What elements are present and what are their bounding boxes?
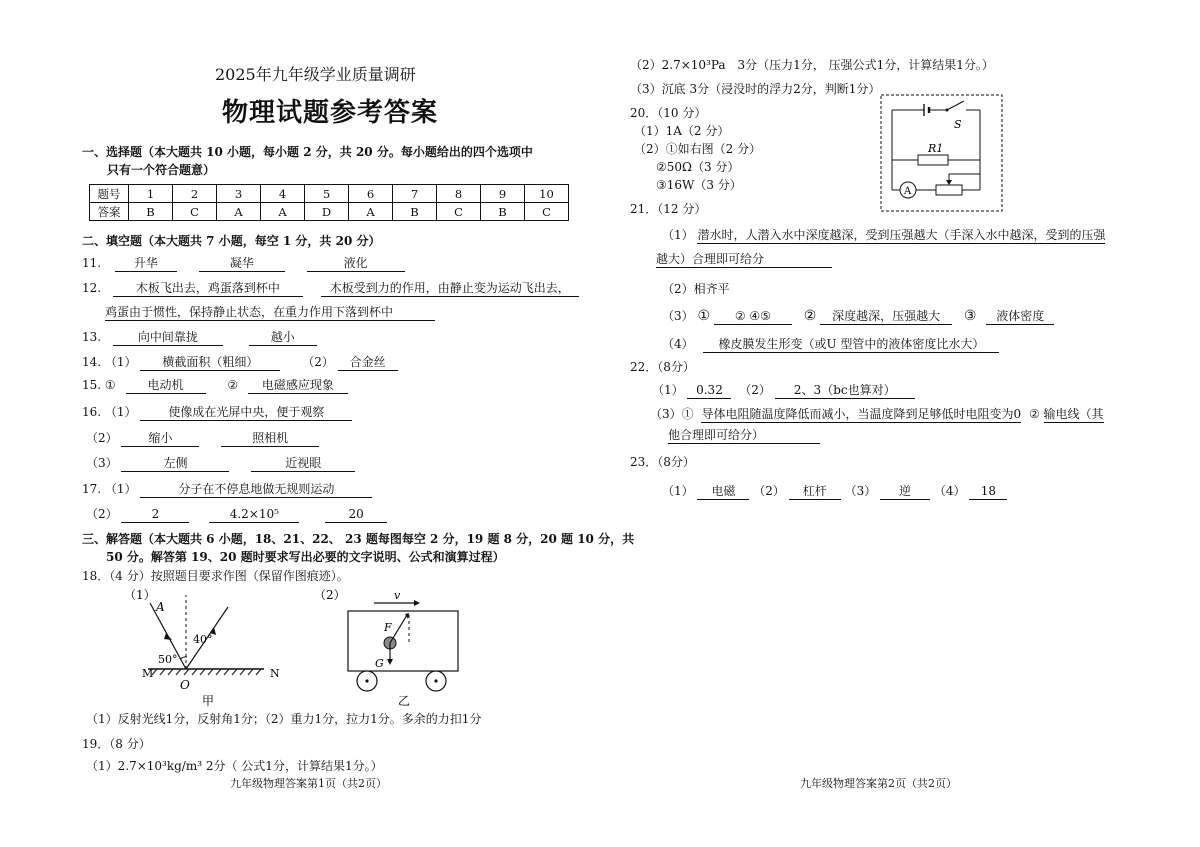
q22-answer-2 xyxy=(650,405,1104,423)
answer-blank: 杠杆 xyxy=(789,484,841,500)
question-number-cell: 2 xyxy=(173,185,217,203)
answer-cell: C xyxy=(525,203,569,221)
q12-line-cont xyxy=(105,305,435,321)
answer-blank: 缩小 xyxy=(121,431,199,447)
answer-blank: 横截面积（粗细） xyxy=(140,355,280,371)
page-footer: 九年级物理答案第2页（共2页） xyxy=(800,777,957,790)
sub-label: （1） xyxy=(104,482,137,496)
question-number: 17. xyxy=(82,482,102,496)
question-number: 15. xyxy=(82,378,102,392)
sub-label: ① xyxy=(104,378,116,392)
q19-answer-2: （2）2.7×10³Pa 3分（压力1分， 压强公式1分，计算结果1分。） xyxy=(630,58,994,72)
sub-label: （3） xyxy=(844,484,877,498)
q14-line xyxy=(82,353,398,371)
q19-answer-3: （3）沉底 3分（浸没时的浮力2分，判断1分） xyxy=(630,82,881,96)
sub-label: ② xyxy=(1028,407,1040,421)
answer-blank: 液化 xyxy=(307,256,405,272)
question-number-cell: 6 xyxy=(349,185,393,203)
question-number-cell: 5 xyxy=(305,185,349,203)
q20-answer-1: （1）1A（2 分） xyxy=(634,124,730,138)
q20-answer-3: ②50Ω（3 分） xyxy=(656,160,740,174)
sub-label: （3）① xyxy=(650,407,694,421)
sub-label: ② xyxy=(227,378,239,392)
answer-blank: 左侧 xyxy=(121,456,229,472)
figure-caption: 甲 xyxy=(202,694,215,708)
sub-label: （1） xyxy=(104,355,137,369)
q21-answer-4 xyxy=(662,335,999,353)
sub-label: （1） xyxy=(104,405,137,419)
answer-cell: A xyxy=(349,203,393,221)
sub-label: （2） xyxy=(739,383,771,397)
answer-blank: 电磁 xyxy=(697,484,749,500)
sub-label: （2） xyxy=(86,431,118,445)
answer-blank: 20 xyxy=(325,507,387,523)
sub-label: （4） xyxy=(933,484,966,498)
answer-blank: 分子在不停息地做无规则运动 xyxy=(140,482,372,498)
question-number-cell: 9 xyxy=(481,185,525,203)
q23-answers xyxy=(662,482,1007,500)
answer-blank: 鸡蛋由于惯性，保持静止状态，在重力作用下落到杯中 xyxy=(105,305,435,321)
answer-blank: 升华 xyxy=(115,256,177,272)
sub-label: （3） xyxy=(86,456,118,470)
q17-line-2 xyxy=(86,505,387,523)
answer-blank: 18 xyxy=(969,484,1007,500)
q13-line xyxy=(82,330,317,346)
answer-blank: 木板飞出去，鸡蛋落到杯中 xyxy=(113,281,303,297)
answer-blank: 越大）合理即可给分 xyxy=(656,252,832,268)
answer-table xyxy=(89,184,569,221)
q15-line xyxy=(82,378,348,394)
sub-label: ③ xyxy=(963,308,977,324)
switch-label: S xyxy=(954,118,962,131)
sub-label: （2） xyxy=(302,355,334,369)
answer-title: 物理试题参考答案 xyxy=(222,98,439,128)
answer-blank: 照相机 xyxy=(221,431,319,447)
q21-answer-2: （2）相齐平 xyxy=(662,282,730,296)
answer-blank: 逆 xyxy=(880,484,930,500)
section3-heading: 三、解答题（本大题共 6 小题，18、21、22、 23 题每图每空 2 分，19 题 8 分，20 题 10 分，共 xyxy=(82,532,635,546)
point-A-label: A xyxy=(156,600,165,614)
table-row xyxy=(90,185,569,203)
q17-line xyxy=(82,480,372,498)
question-number: 11. xyxy=(82,256,102,270)
q23-heading: 23．（8分） xyxy=(630,455,695,469)
answer-blank: 深度越深，压强越大 xyxy=(820,309,952,325)
answer-blank: 液体密度 xyxy=(986,309,1054,325)
answer-cell: B xyxy=(481,203,525,221)
velocity-label: v xyxy=(394,589,401,602)
answer-blank: 2、3（bc也算对） xyxy=(775,383,915,399)
answer-cell: C xyxy=(173,203,217,221)
answer-blank: 越小 xyxy=(249,330,317,346)
sub-label: （2） xyxy=(86,507,118,521)
answer-blank: 凝华 xyxy=(199,256,285,272)
answer-blank: 2 xyxy=(121,507,189,523)
q21-answer-1-cont xyxy=(656,252,832,268)
figure-label: （1） xyxy=(124,588,156,602)
q22-answer-1 xyxy=(652,381,915,399)
table-header-cell: 答案 xyxy=(90,203,129,221)
q22-answer-2-cont xyxy=(668,428,820,444)
section1-heading: 一、选择题（本大题共 10 小题，每小题 2 分，共 20 分。每小题给出的四个选项中 xyxy=(82,145,533,159)
answer-blank: 电磁感应现象 xyxy=(248,378,348,394)
q16-line xyxy=(82,403,352,421)
question-number: 16. xyxy=(82,405,102,419)
point-O-label: O xyxy=(180,678,190,692)
answer-blank: 他合理即可给分） xyxy=(668,428,820,444)
question-number-cell: 8 xyxy=(437,185,481,203)
exam-title: 2025年九年级学业质量调研 xyxy=(215,65,416,84)
q16-line-3 xyxy=(86,454,355,472)
sub-label: ② xyxy=(803,308,817,324)
sub-label: （2） xyxy=(753,484,785,498)
q21-heading: 21．（12 分） xyxy=(630,202,707,216)
answer-blank: 潜水时，人潜入水中深度越深，受到压强越大（手深入水中越深，受到的压强 xyxy=(697,228,1106,242)
section2-heading: 二、填空题（本大题共 7 小题，每空 1 分，共 20 分） xyxy=(82,234,381,248)
answer-blank: 0.32 xyxy=(687,383,731,399)
reflection-angle-label: 40° xyxy=(193,633,213,646)
answer-blank: 合金丝 xyxy=(338,355,398,371)
question-number: 14. xyxy=(82,355,102,369)
q19-answer-1: （1）2.7×10³kg/m³ 2分（ 公式1分，计算结果1分。） xyxy=(86,759,383,773)
page-footer: 九年级物理答案第1页（共2页） xyxy=(230,777,387,790)
answer-blank: 电动机 xyxy=(126,378,206,394)
answer-cell: B xyxy=(393,203,437,221)
question-number-cell: 3 xyxy=(217,185,261,203)
answer-blank: 4.2×10⁵ xyxy=(209,507,299,523)
figure-caption: 乙 xyxy=(398,694,411,708)
q19-heading: 19．（8 分） xyxy=(82,737,151,751)
question-number: 13. xyxy=(82,330,102,344)
resistor-label: R1 xyxy=(928,142,944,155)
reflection-diagram xyxy=(110,585,290,710)
answer-cell: A xyxy=(217,203,261,221)
question-number-cell: 7 xyxy=(393,185,437,203)
q11-line xyxy=(82,256,405,272)
answer-cell: A xyxy=(261,203,305,221)
q22-heading: 22．（8分） xyxy=(630,360,695,374)
q18-scoring-note: （1）反射光线1分，反射角1分；（2）重力1分，拉力1分。多余的力扣1分 xyxy=(86,712,482,726)
incidence-angle-label: 50° xyxy=(158,653,178,666)
sub-label: （4） xyxy=(662,337,694,351)
answer-blank: 使像成在光屏中央，便于观察 xyxy=(140,405,352,421)
q20-heading: 20．（10 分） xyxy=(630,106,707,120)
answer-cell: D xyxy=(305,203,349,221)
answer-cell: C xyxy=(437,203,481,221)
table-row xyxy=(90,203,569,221)
q12-line xyxy=(82,281,579,297)
cart-force-diagram xyxy=(310,585,470,713)
answer-blank: ② ④⑤ xyxy=(714,309,792,325)
q18-heading: 18．（4 分）按照题目要求作图（保留作图痕迹）。 xyxy=(82,569,349,583)
question-number-cell: 4 xyxy=(261,185,305,203)
question-number: 12. xyxy=(82,281,102,295)
answer-blank: 导体电阻随温度降低而减小，当温度降到足够低时电阻变为0 xyxy=(701,407,1022,421)
figure-label: （2） xyxy=(314,588,346,602)
answer-blank: 木板受到力的作用，由静止变为运动飞出去， xyxy=(321,281,579,297)
question-number-cell: 10 xyxy=(525,185,569,203)
ammeter-label: A xyxy=(904,186,912,197)
circuit-diagram xyxy=(880,94,1004,214)
sub-label: （1） xyxy=(662,484,694,498)
q20-answer-2: （2）①如右图（2 分） xyxy=(634,142,762,156)
force-G-label: G xyxy=(375,657,384,670)
sub-label: （1） xyxy=(662,228,694,242)
answer-blank: 近视眼 xyxy=(251,456,355,472)
sub-label: （3） xyxy=(662,309,694,323)
table-header-cell: 题号 xyxy=(90,185,129,203)
q16-line-2 xyxy=(86,429,319,447)
section3-heading-cont: 50 分。解答第 19、20 题时要求写出必要的文字说明、公式和演算过程） xyxy=(106,550,505,564)
question-number-cell: 1 xyxy=(129,185,173,203)
section1-heading-cont: 只有一个符合题意） xyxy=(107,163,216,177)
force-F-label: F xyxy=(384,621,392,634)
q21-answer-3 xyxy=(662,307,1054,325)
answer-blank: 橡皮膜发生形变（或U 型管中的液体密度比水大） xyxy=(703,337,999,353)
q20-answer-4: ③16W（3 分） xyxy=(656,178,742,192)
mirror-M-label: M xyxy=(142,667,154,680)
q21-answer-1 xyxy=(662,226,1105,244)
answer-cell: B xyxy=(129,203,173,221)
answer-blank: 输电线（其 xyxy=(1043,407,1104,421)
mirror-N-label: N xyxy=(270,667,280,680)
sub-label: （1） xyxy=(652,383,684,397)
answer-blank: 向中间靠拢 xyxy=(113,330,223,346)
sub-label: ① xyxy=(697,308,711,324)
